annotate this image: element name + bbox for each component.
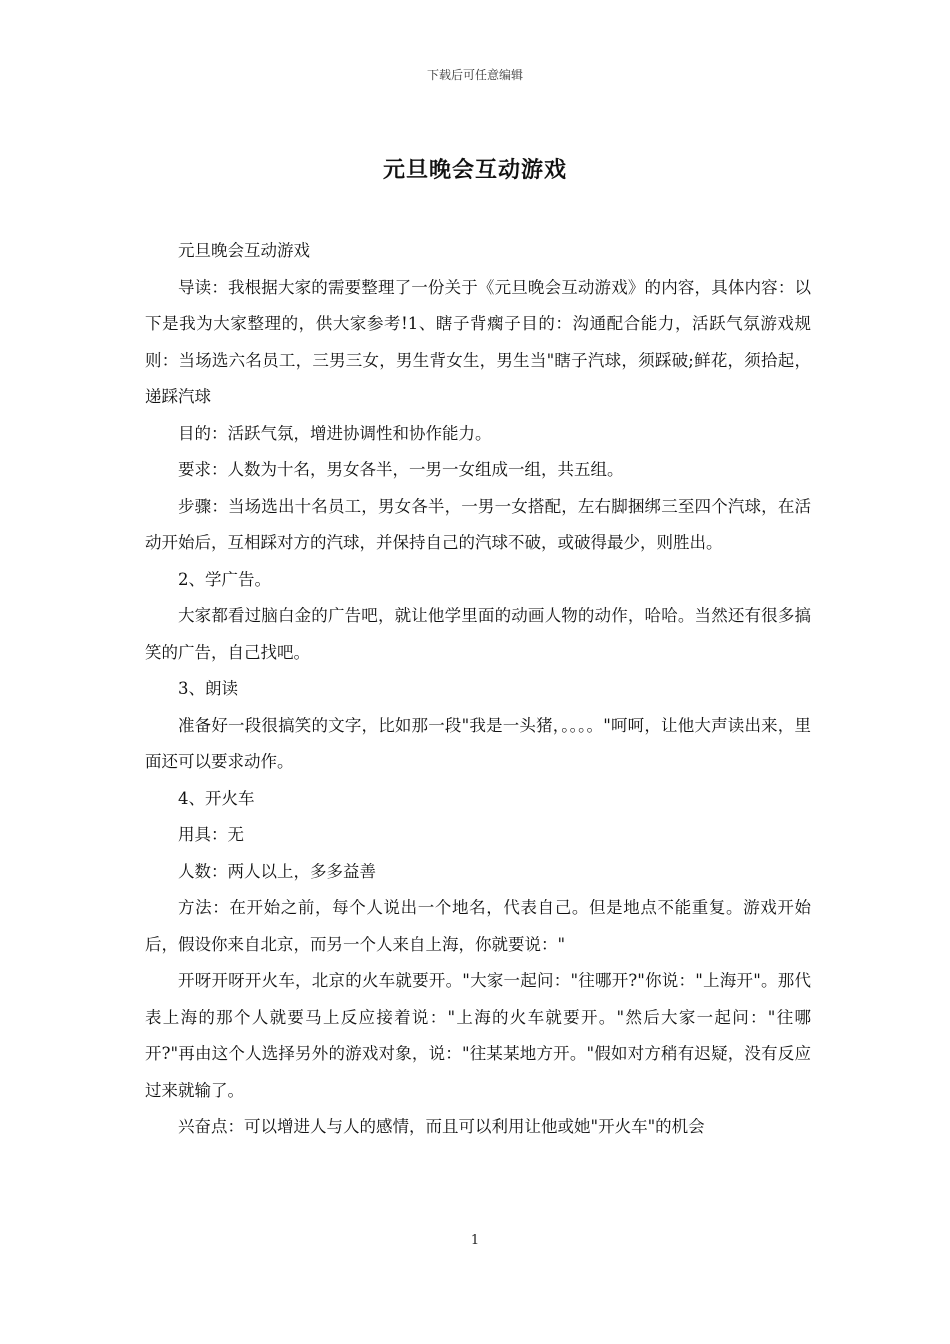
highlight-paragraph: 兴奋点：可以增进人与人的感情，而且可以利用让他或她"开火车"的机会 (178, 1117, 705, 1136)
subtitle-paragraph: 元旦晚会互动游戏 (178, 241, 310, 260)
method-paragraph: 方法：在开始之前，每个人说出一个地名，代表自己。但是地点不能重复。游戏开始后，假设你来自北京，而另一个人来自上海，你就要说：" (145, 898, 811, 954)
tools-paragraph: 用具：无 (178, 825, 244, 844)
section-heading: 2、学广告。 (178, 569, 271, 589)
document-title: 元旦晚会互动游戏 (382, 157, 567, 183)
body-paragraph: 开呀开呀开火车，北京的火车就要开。"大家一起问："往哪开?"你说："上海开"。那代表上海的那个人就要马上反应接着说："上海的火车就要开。"然后大家一起问："往哪开?"再由这个人选择另外的游戏对象，说："往某某地方开。"假如对方稍有迟疑，没有反应过来就输了。 (145, 971, 811, 1100)
purpose-paragraph: 目的：活跃气氛，增进协调性和协作能力。 (178, 423, 492, 443)
document-body (145, 233, 811, 1146)
intro-paragraph: 导读：我根据大家的需要整理了一份关于《元旦晚会互动游戏》的内容，具体内容：以下是我为大家整理的，供大家参考!1、瞎子背瘸子目的：沟通配合能力，活跃气氛游戏规则：当场选六名员工，三男三女，男生背女生，男生当"瞎子汽球，须踩破;鲜花，须拾起，递踩汽球 (145, 277, 811, 406)
players-paragraph: 人数：两人以上，多多益善 (178, 861, 376, 881)
body-paragraph: 大家都看过脑白金的广告吧，就让他学里面的动画人物的动作，哈哈。当然还有很多搞笑的广告，自己找吧。 (145, 606, 811, 662)
section-heading: 4、开火车 (178, 788, 255, 808)
page-number: 1 (470, 1233, 480, 1248)
section-heading: 3、朗读 (178, 679, 238, 698)
body-paragraph: 准备好一段很搞笑的文字，比如那一段"我是一头猪，。。。。"呵呵，让他大声读出来，里面还可以要求动作。 (145, 715, 811, 771)
page-header: 下载后可任意编辑 (426, 68, 523, 82)
requirements-paragraph: 要求：人数为十名，男女各半，一男一女组成一组，共五组。 (178, 460, 624, 479)
steps-paragraph: 步骤：当场选出十名员工，男女各半，一男一女搭配，左右脚捆绑三至四个汽球，在活动开始后，互相踩对方的汽球，并保持自己的汽球不破，或破得最少，则胜出。 (145, 496, 811, 552)
